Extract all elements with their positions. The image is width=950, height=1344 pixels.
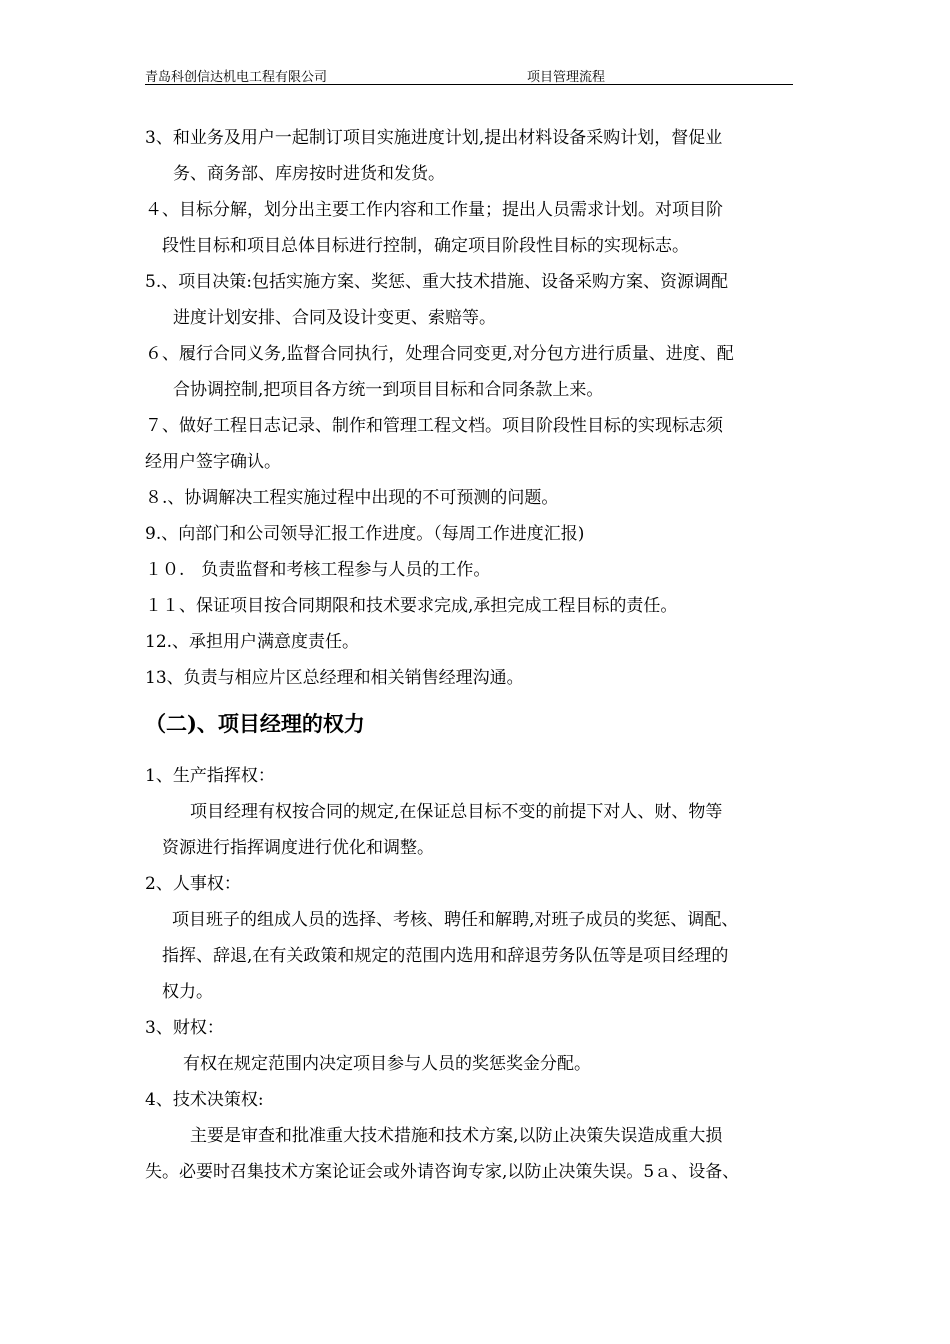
right-2-title: 2、人事权： bbox=[145, 874, 241, 894]
document-title: 项目管理流程 bbox=[527, 70, 606, 85]
right-2-body-line-3: 权力。 bbox=[162, 982, 213, 1002]
duty-item-3-line-1: 3、和业务及用户一起制订项目实施进度计划,提出材料设备采购计划，督促业 bbox=[145, 128, 723, 148]
duty-item-6-line-1: ６、履行合同义务,监督合同执行，处理合同变更,对分包方进行质量、进度、配 bbox=[145, 344, 734, 364]
duty-item-9: 9.、向部门和公司领导汇报工作进度。（每周工作进度汇报) bbox=[145, 524, 585, 544]
section-heading: （二)、项目经理的权力 bbox=[145, 711, 365, 736]
duty-item-13: 13、负责与相应片区总经理和相关销售经理沟通。 bbox=[145, 668, 524, 688]
right-4-body-line-1: 主要是审查和批准重大技术措施和技术方案,以防止决策失误造成重大损 bbox=[190, 1126, 723, 1146]
right-4-title: 4、技术决策权: bbox=[145, 1090, 264, 1110]
page-header bbox=[145, 62, 793, 85]
duty-item-4-line-1: ４、目标分解，划分出主要工作内容和工作量；提出人员需求计划。对项目阶 bbox=[145, 200, 723, 220]
right-3-body: 有权在规定范围内决定项目参与人员的奖惩奖金分配。 bbox=[183, 1054, 591, 1074]
right-1-body-line-1: 项目经理有权按合同的规定,在保证总目标不变的前提下对人、财、物等 bbox=[190, 802, 723, 822]
duty-item-8: ８.、协调解决工程实施过程中出现的不可预测的问题。 bbox=[145, 488, 559, 508]
duty-item-4-line-2: 段性目标和项目总体目标进行控制，确定项目阶段性目标的实现标志。 bbox=[162, 236, 689, 256]
duty-item-10: １０. 负责监督和考核工程参与人员的工作。 bbox=[145, 560, 491, 580]
right-1-body-line-2: 资源进行指挥调度进行优化和调整。 bbox=[162, 838, 434, 858]
duty-item-5-line-1: 5.、项目决策:包括实施方案、奖惩、重大技术措施、设备采购方案、资源调配 bbox=[145, 272, 728, 292]
right-3-title: 3、财权： bbox=[145, 1018, 224, 1038]
duty-item-7-line-1: ７、做好工程日志记录、制作和管理工程文档。项目阶段性目标的实现标志须 bbox=[145, 416, 723, 436]
right-2-body-line-2: 指挥、辞退,在有关政策和规定的范围内选用和辞退劳务队伍等是项目经理的 bbox=[162, 946, 729, 966]
duty-item-11: １１、保证项目按合同期限和技术要求完成,承担完成工程目标的责任。 bbox=[145, 596, 678, 616]
right-1-title: 1、生产指挥权： bbox=[145, 766, 275, 786]
duty-item-7-line-2: 经用户签字确认。 bbox=[145, 452, 281, 472]
duty-item-3-line-2: 务、商务部、库房按时进货和发货。 bbox=[173, 164, 445, 184]
duty-item-5-line-2: 进度计划安排、合同及设计变更、索赔等。 bbox=[173, 308, 496, 328]
company-name: 青岛科创信达机电工程有限公司 bbox=[145, 70, 328, 85]
right-4-body-line-2: 失。必要时召集技术方案论证会或外请咨询专家,以防止决策失误。5ａ、设备、 bbox=[145, 1162, 740, 1182]
right-2-body-line-1: 项目班子的组成人员的选择、考核、聘任和解聘,对班子成员的奖惩、调配、 bbox=[172, 910, 739, 930]
duty-item-6-line-2: 合协调控制,把项目各方统一到项目目标和合同条款上来。 bbox=[173, 380, 604, 400]
duty-item-12: 12.、承担用户满意度责任。 bbox=[145, 632, 360, 652]
